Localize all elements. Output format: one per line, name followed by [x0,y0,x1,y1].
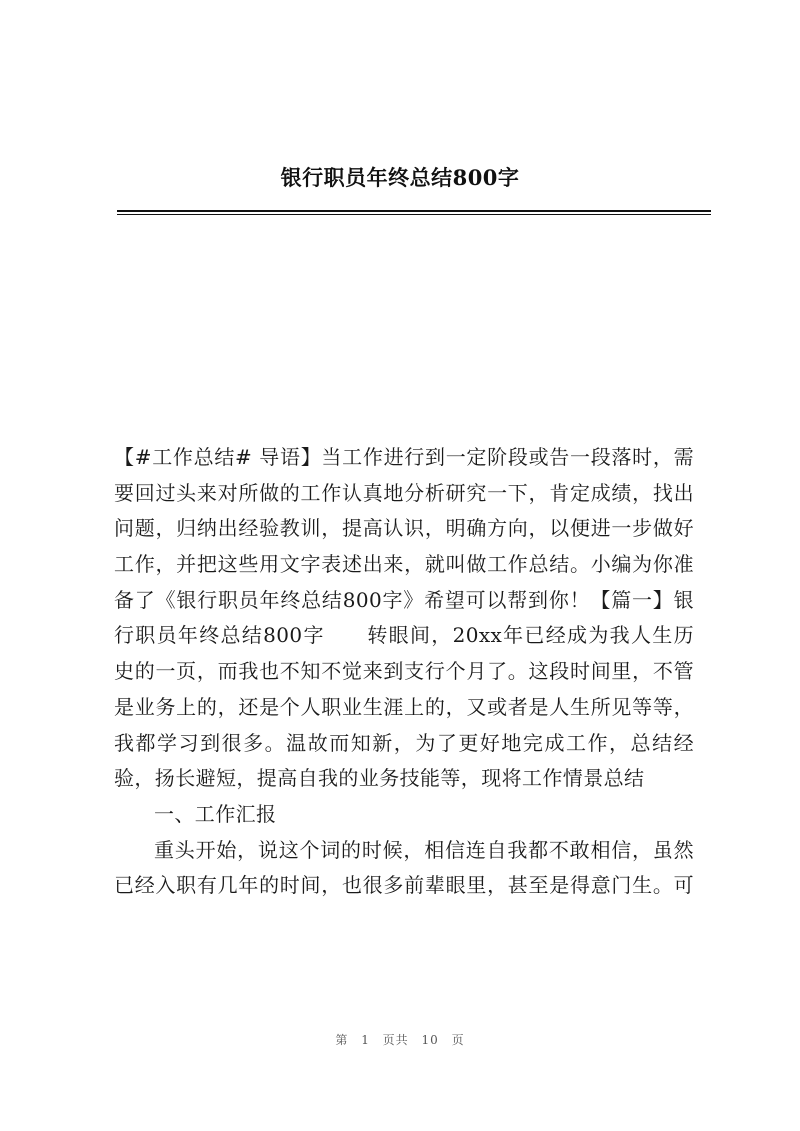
paragraph-line: 问题，归纳出经验教训，提高认识，明确方向，以便进一步做好 [114,516,694,541]
footer-suffix: 页 [451,1033,465,1047]
paragraph-line: 备了《银行职员年终总结800字》希望可以帮到你！【篇一】银 [114,587,694,612]
paragraph-line: 史的一页，而我也不知不觉来到支行个月了。这段时间里，不管 [114,659,694,684]
paragraph-line: 【#工作总结# 导语】当工作进行到一定阶段或告一段落时，需 [114,445,694,469]
footer-middle: 页共 [382,1033,409,1047]
paragraph-line: 行职员年终总结800字 转眼间，20xx年已经成为我人生历 [114,623,694,648]
footer-prefix: 第 [335,1033,349,1047]
paragraph-line: 工作，并把这些用文字表述出来，就叫做工作总结。小编为你准 [114,552,694,577]
current-page-number: 1 [361,1033,370,1047]
page-number-footer [0,1031,800,1048]
title-divider-thin [117,214,711,215]
document-title: 银行职员年终总结800字 [280,165,520,190]
paragraph-line: 要回过头来对所做的工作认真地分析研究一下，肯定成绩，找出 [114,480,694,505]
paragraph-line: 重头开始，说这个词的时候，相信连自我都不敢相信，虽然 [154,837,694,862]
paragraph-line: 已经入职有几年的时间，也很多前辈眼里，甚至是得意门生。可 [114,873,694,898]
paragraph-line: 我都学习到很多。温故而知新，为了更好地完成工作，总结经 [114,730,694,755]
paragraph-line: 是业务上的，还是个人职业生涯上的，又或者是人生所见等等， [114,694,694,719]
title-divider [117,210,711,212]
paragraph-line: 验，扬长避短，提高自我的业务技能等，现将工作情景总结 [114,766,645,791]
section-heading: 一、工作汇报 [154,801,277,826]
total-page-count: 10 [421,1033,439,1047]
document-body [114,440,694,904]
